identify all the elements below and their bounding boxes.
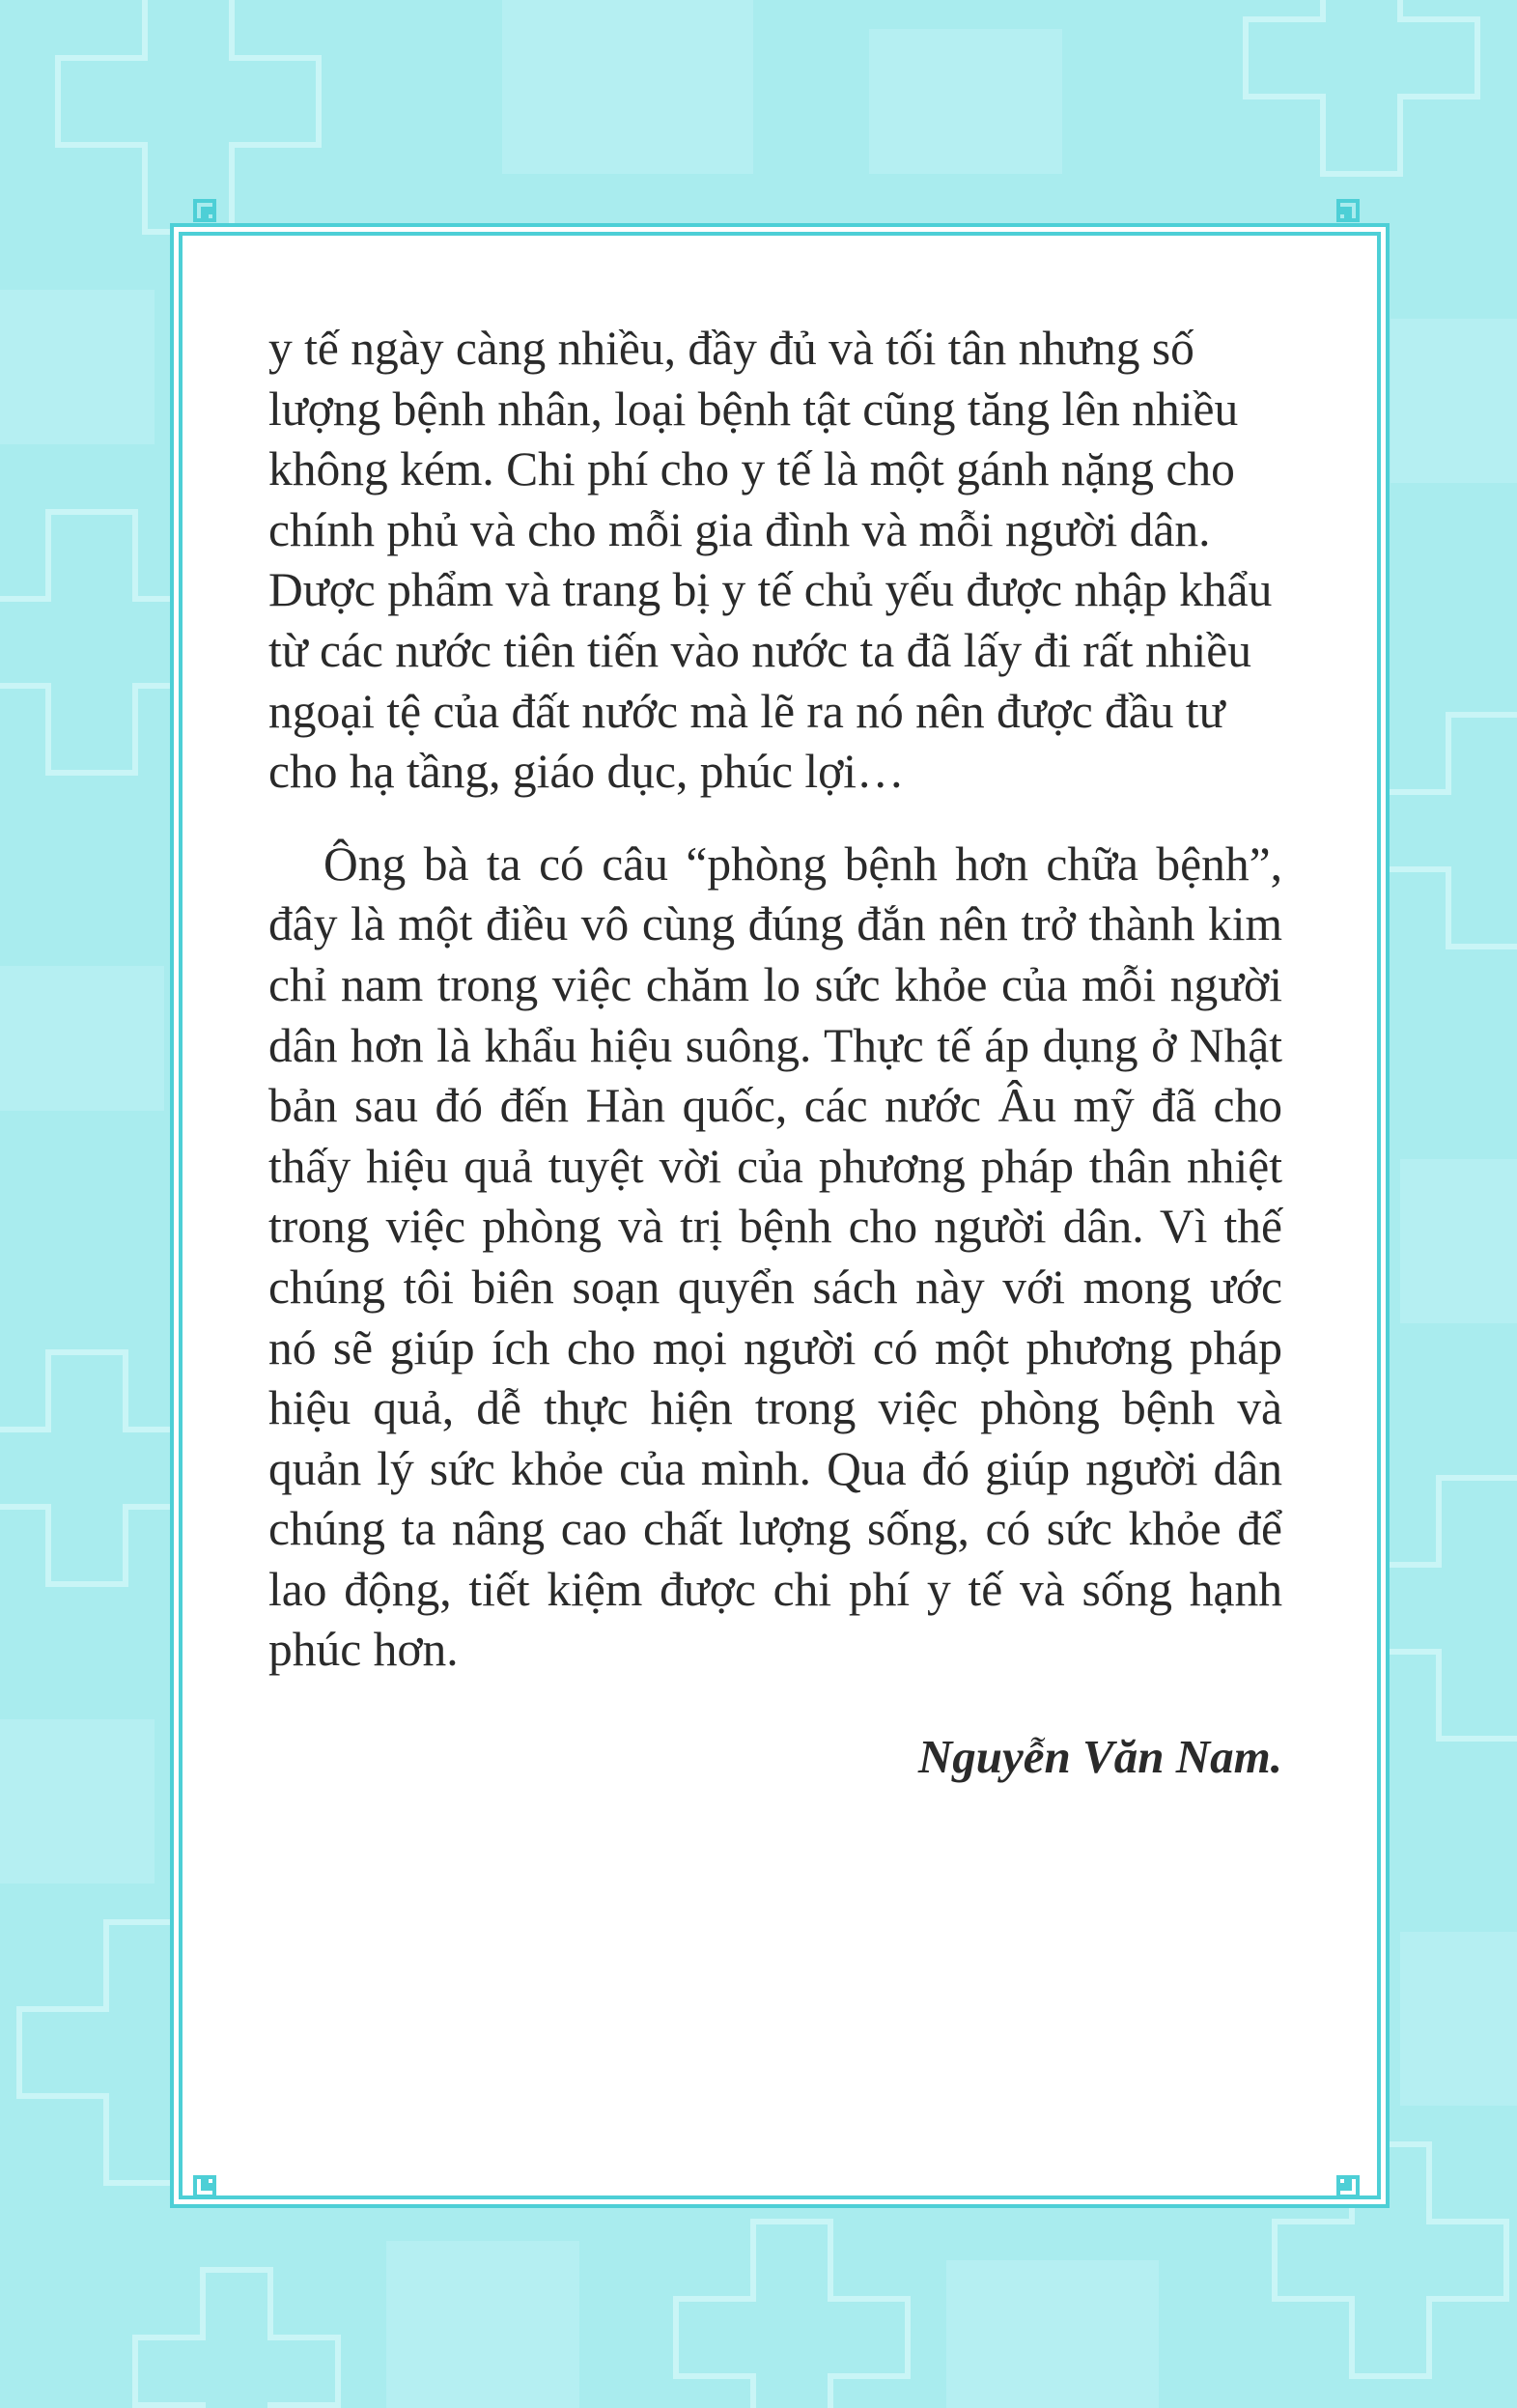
paragraph-1 [268,319,1282,803]
frame-corner-ornament-top-left [189,195,228,234]
paragraph-line: được nhập khẩu từ các nước tiên tiến vào nước [268,563,1273,677]
paragraph-line: quản lý sức khỏe của mình. Qua đó giúp người [268,1441,1198,1495]
paragraph-2 [268,835,1282,1681]
paragraph-line: khỏe của mỗi người dân hơn là khẩu hiệu [268,957,1282,1072]
paragraph-line: khỏe để lao động, tiết kiệm được chi phí y tế và [268,1502,1282,1616]
paragraph-line: tuyệt vời của phương pháp thân nhiệt trong việc [268,1139,1282,1254]
paragraph-line: trở thành kim chỉ nam trong việc chăm lo sức [268,897,1282,1011]
paragraph-line: ta đã lấy đi rất nhiều ngoại tệ của đất nước mà [268,623,1251,738]
frame-corner-ornament-bottom-right [1325,2164,1363,2202]
paragraph-line: nhiều không kém. Chi phí cho y tế là một gánh [268,382,1239,496]
author-signature: Nguyễn Văn Nam. [917,1730,1282,1784]
paragraph-line: người dân. Dược phẩm và trang bị y tế chủ yếu [268,502,1211,617]
paragraph-line: phúc lợi… [699,745,905,799]
paragraph-line: Hàn quốc, các nước Âu mỹ đã cho thấy hiệu quả [268,1079,1283,1193]
paragraph-line: suông. Thực tế áp dụng ở Nhật bản sau đó đến [268,1018,1282,1133]
paragraph-line: y tế ngày càng nhiều, đầy đủ và tối tân nhưng [268,322,1140,375]
frame-corner-ornament-bottom-left [189,2164,228,2202]
paragraph-line: nặng cho chính phủ và cho mỗi gia đình và mỗi [268,442,1235,556]
paragraph-line: phòng và trị bệnh cho người dân. Vì thế chúng [268,1200,1282,1314]
paragraph-line: dân chúng ta nâng cao chất lượng sống, có sức [268,1441,1282,1556]
body-text [268,319,1282,1787]
frame-corner-ornament-top-right [1325,195,1363,234]
paragraph-line: số lượng bệnh nhân, loại bệnh tật cũng tăng lên [268,322,1194,436]
paragraph-line: tôi biên soạn quyển sách này với mong ước nó [268,1260,1283,1374]
paragraph-line: bệnh”, đây là một điều vô cùng đúng đắn nên [268,836,1282,951]
paragraph-line: Ông bà ta có câu “phòng bệnh hơn chữa [323,836,1138,891]
paragraph-line: hiệu quả, dễ thực hiện trong việc phòng bệnh và [268,1381,1282,1435]
paragraph-line: lẽ ra nó nên được đầu tư cho hạ tầng, giáo dục, [268,684,1225,799]
paragraph-line: sống hạnh phúc hơn. [268,1562,1282,1677]
paragraph-line: sẽ giúp ích cho mọi người có một phương pháp [332,1320,1283,1374]
